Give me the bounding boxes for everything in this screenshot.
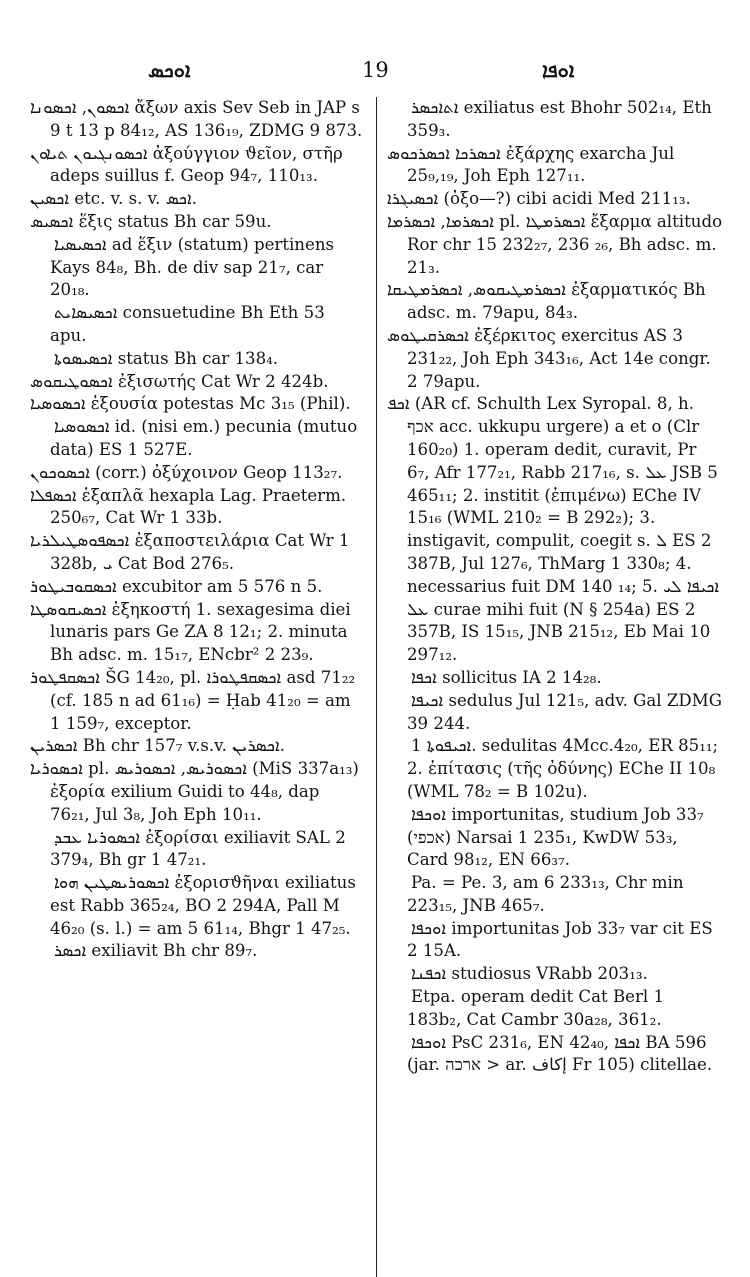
dictionary-entry: ܐܟܣܪܡܛܝܩܘܣ, ܐܟܣܪܡܛܝܩܐ ἐξαρματικός Bh adsc. m. 79apu, 84₃. xyxy=(387,280,706,323)
dictionary-entry: ܐܟܣܘܢܓܝܘܢ ܬܝܐܘܢ ἀξούγγιον ϑεῖον, στῆρ adeps suillus f. Geop 94₇, 110₁₃. xyxy=(30,143,343,186)
dictionary-entry: ܐܟܣܪܡܐ, ܐܟܣܪܡܐ pl. ܐܟܣܪܡܛܐ ἔξαρμα altitudo Ror chr 15 232₂₇, 236 ₂₆, Bh adsc. m. 21₃. xyxy=(387,211,723,277)
running-head-right: ܐܘܦܐ xyxy=(542,58,575,82)
dictionary-entry: ܐܘܟܦܐ importunitas, studium Job 33₇ (אכפי) Narsai 1 235₁, KwDW 53₃, Card 98₁₂, EN 66₃₇. xyxy=(407,804,704,870)
dictionary-entry: ܐܟܣܘܪܝܐ ܥܒܕ ἐξορίσαι exiliavit SAL 2 379₄, Bh gr 1 47₂₁. xyxy=(50,827,346,870)
dictionary-entry: ܐܟܣܪܟܐ ܐܟܣܪܟܘܣ ἐξάρχης exarcha Jul 25₉,₁₉, Joh Eph 127₁₁. xyxy=(387,143,675,186)
dictionary-entry: ܐܟܣܝܓܪܐ (ὀξο—?) cibi acidi Med 211₁₃. xyxy=(387,189,691,209)
column-divider xyxy=(376,97,377,1277)
dictionary-entry: ܐܟܣܝܣܝܐ ad ἕξιν (statum) pertinens Kays 84₈, Bh. de div sap 21₇, car 20₁₈. xyxy=(50,234,335,300)
dictionary-entry: ܐܟܣܪ exiliavit Bh chr 89₇. xyxy=(54,941,258,961)
dictionary-entry: ܐܟܣܪܩܝܛܘܣ ἐξέρκιτος exercitus AS 3 231₂₂, Joh Eph 343₁₆, Act 14e congr. 2 79apu. xyxy=(387,325,711,391)
dictionary-entry: ܐܟܣܘܣܝܐ id. (nisi em.) pecunia (mutuo data) ES 1 527E. xyxy=(50,417,358,459)
dictionary-entry: Pa. = Pe. 3, am 6 233₁₃, Chr min 223₁₅, JNB 465₇. xyxy=(407,873,684,915)
dictionary-entry: ܐܟܦ (AR cf. Schulth Lex Syropal. 8, h. אכף acc. ukkupu urgere) a et o (Clr 160₂₀) 1. operam dedit, curavit, Pr 6₇, Afr 177₂₁, Rabb 217₁₆, s. ܥܠ JSB 5 465₁₁; 2. institit (ἐπιμένω) EChe IV 15₁₆ (WML 210₂ = B 292₂); 3. instigavit, compulit, coegit s. ܠ ES 2 387B, Jul 127₆, ThMarg 1 330₈; 4. necessarius fuit DM 140 ₁₄; 5. ܐܟܝܦܐ ܠܝ ܥܠ curae mihi fuit (N § 254a) ES 2 357B, IS 15₁₅, JNB 215₁₂, Eb Mai 10 297₁₂. xyxy=(387,394,720,665)
dictionary-entry: ܐܟܣܪܝܢ Bh chr 157₇ v.s.v. ܐܟܣܪܝܢ. xyxy=(30,736,285,756)
running-head-left: ܐܘܟܣ xyxy=(148,58,191,82)
dictionary-entry: ܐܟܝܦܘܬܐ 1. sedulitas 4Mcc.4₂₀, ER 85₁₁; 2. ἐπίτασις (τῆς ὀδύνης) EChe II 10₈ (WML 78₂ = B 102u). xyxy=(407,736,719,801)
dictionary-entry: ܐܟܣܘܟܘܢ (corr.) ὀξύχοινον Geop 113₂₇. xyxy=(30,462,343,482)
dictionary-entry: ܐܟܣܝܣܘܬܐ status Bh car 138₄. xyxy=(54,348,279,368)
dictionary-entry: ܐܟܣܘܪܝܣܛܝܢ ܗܘܐ ἐξορισϑῆναι exiliatus est Rabb 365₂₄, BO 2 294A, Pall M 46₂₀ (s. l.) = am 5 61₁₄, Bhgr 1 47₂₅. xyxy=(50,873,356,938)
dictionary-entry: ܐܟܦܐ sollicitus IA 2 14₂₈. xyxy=(411,667,602,687)
dictionary-entry: ܐܟܣܦܠܐ ἑξαπλᾶ hexapla Lag. Praeterm. 250₆₇, Cat Wr 1 33b. xyxy=(30,485,347,528)
dictionary-entry: ܐܟܣܝܣܐܝܬ consuetudine Bh Eth 53 apu. xyxy=(50,303,325,345)
dictionary-entry: ܐܟܣܦܘܣܛܝܠܪܝܐ ἐξαποστειλάρια Cat Wr 1 328b, ܝ Cat Bod 276₅. xyxy=(30,531,350,573)
dictionary-entry: ܐܟܣܝܣ ἕξις status Bh car 59u. xyxy=(30,211,272,231)
dictionary-entry: ܐܘܟܦܐ importunitas Job 33₇ var cit ES 2 15A. xyxy=(407,918,713,961)
dictionary-entry: ܐܟܣܘܢ, ܐܟܣܘܢܐ ἄξων axis Sev Seb in JAP s 9 t 13 p 84₁₂, AS 136₁₉, ZDMG 9 873. xyxy=(30,98,363,140)
dictionary-entry: ܐܟܣܝܢ etc. v. s. v. ܐܟܣ. xyxy=(30,189,197,209)
dictionary-entry: ܐܘܟܦܐ PsC 231₆, EN 42₄₀, ܐܟܦܐ BA 596 (jar. ארכה > ar. إكاف Fr 105) clitellae. xyxy=(407,1032,713,1075)
page-number: 19 xyxy=(362,58,389,82)
dictionary-entry: ܐܬܐܟܣܪ exiliatus est Bhohr 502₁₄, Eth 359₃. xyxy=(407,98,712,140)
right-column xyxy=(387,97,723,1077)
dictionary-entry: ܐܟܣܩܘܒܝܛܘܪ excubitor am 5 576 n 5. xyxy=(30,576,323,596)
dictionary-entry: Etpa. operam dedit Cat Berl 1 183b₂, Cat Cambr 30a₂₈, 361₂. xyxy=(407,987,665,1029)
dictionary-entry: ܐܟܣܝܩܘܣܛܐ ἑξηκοστή 1. sexagesima diei lunaris pars Ge ZA 8 12₁; 2. minuta Bh adsc. m. 15₁₇, ENcbr² 2 23₉. xyxy=(30,599,351,665)
dictionary-entry: ܐܟܣܘܪܝܐ pl. ܐܟܣܘܪܝܣ, ܐܟܣܘܪܝܣ (MiS 337a₁₃) ἐξορία exilium Guidi to 44₈, dap 76₂₁, Jul 3₈, Joh Eph 10₁₁. xyxy=(30,759,359,824)
dictionary-entry: ܐܟܝܦܐ sedulus Jul 121₅, adv. Gal ZDMG 39 244. xyxy=(407,690,722,733)
dictionary-entry: ܐܟܣܘܣܝܐ ἐξουσία potestas Mc 3₁₅ (Phil). xyxy=(30,394,351,414)
left-column xyxy=(30,97,364,963)
dictionary-entry: ܐܟܣܘܛܝܩܘܣ ἐξισωτής Cat Wr 2 424b. xyxy=(30,371,329,391)
dictionary-entry: ܐܟܦܢܐ studiosus VRabb 203₁₃. xyxy=(411,964,648,984)
dictionary-entry: ܐܟܣܩܦܛܘܪ ŠG 14₂₀, pl. ܐܟܣܩܦܛܘܪܐ asd 71₂₂ (cf. 185 n ad 61₁₆) = Ḥab 41₂₀ = am 1 159₇, exceptor. xyxy=(30,667,356,733)
